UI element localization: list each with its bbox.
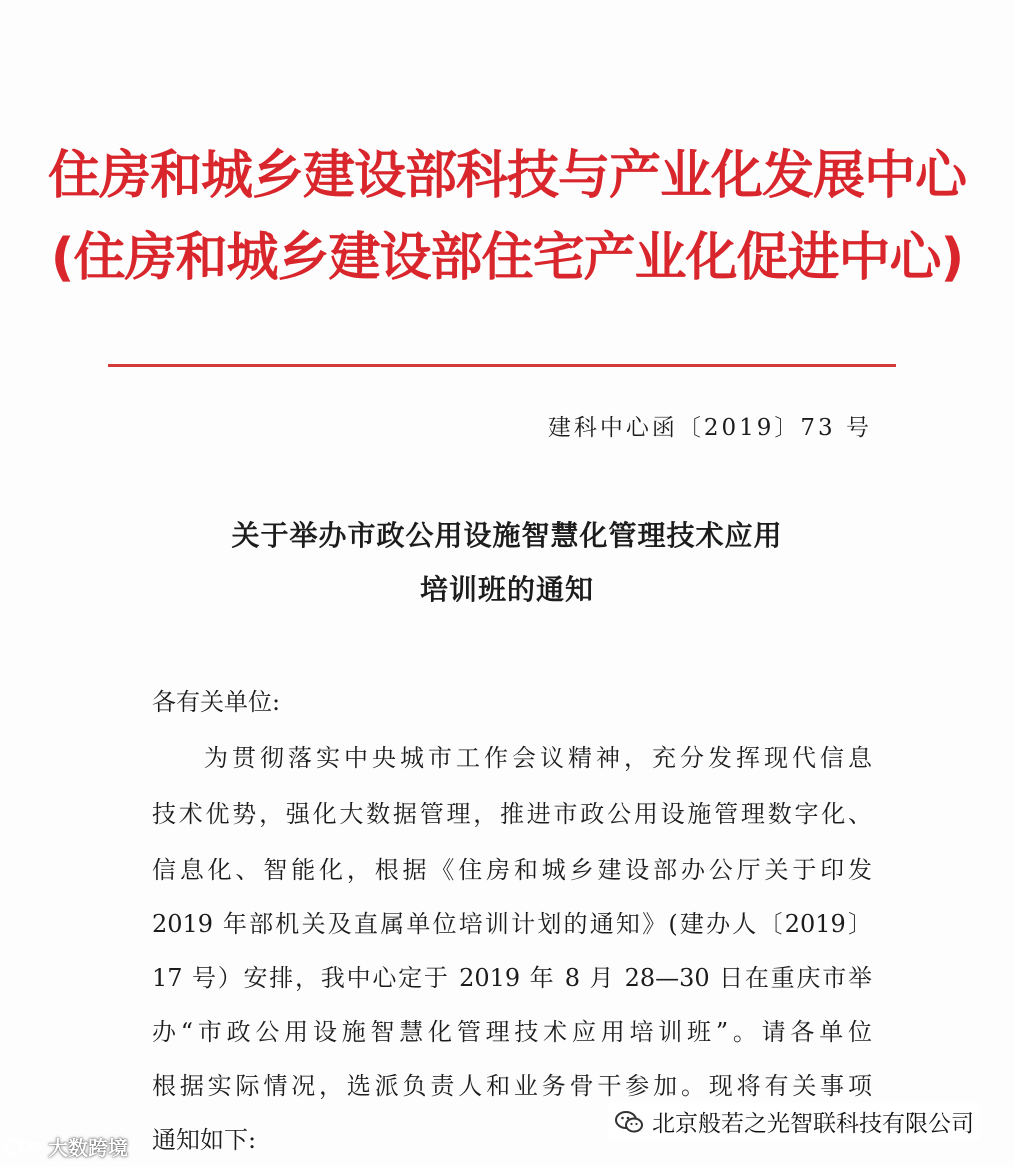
logo-icon [4,1136,44,1158]
body-line: 办“市政公用设施智慧化管理技术应用培训班”。请各单位 [152,1018,872,1046]
header-org-alias: (住房和城乡建设部住宅产业化促进中心) [50,228,964,288]
header-org-name: 住房和城乡建设部科技与产业化发展中心 [47,146,966,206]
salutation: 各有关单位: [152,688,281,716]
watermark-right-text: 北京般若之光智联科技有限公司 [652,1111,974,1137]
notice-title-line-1: 关于举办市政公用设施智慧化管理技术应用 [231,519,783,552]
body-line: 17 号）安排，我中心定于 2019 年 8 月 28—30 日在重庆市举 [152,964,872,992]
watermark-left-text: 大数跨境 [48,1136,128,1160]
watermark-right [608,1103,980,1140]
body-line: 技术优势，强化大数据管理，推进市政公用设施管理数字化、 [152,800,872,828]
watermark-left [4,1132,128,1161]
body-line: 通知如下: [152,1126,257,1154]
red-divider [108,364,896,367]
document-number: 建科中心函〔2019〕73 号 [547,415,872,441]
body-line: 2019 年部机关及直属单位培训计划的通知》(建办人〔2019〕 [152,910,872,938]
body-line: 信息化、智能化，根据《住房和城乡建设部办公厅关于印发 [152,856,872,884]
body-line: 根据实际情况，选派负责人和业务骨干参加。现将有关事项 [152,1072,872,1100]
body-line: 为贯彻落实中央城市工作会议精神，充分发挥现代信息 [204,744,872,772]
wechat-icon [614,1109,644,1135]
notice-title-line-2: 培训班的通知 [419,573,594,606]
